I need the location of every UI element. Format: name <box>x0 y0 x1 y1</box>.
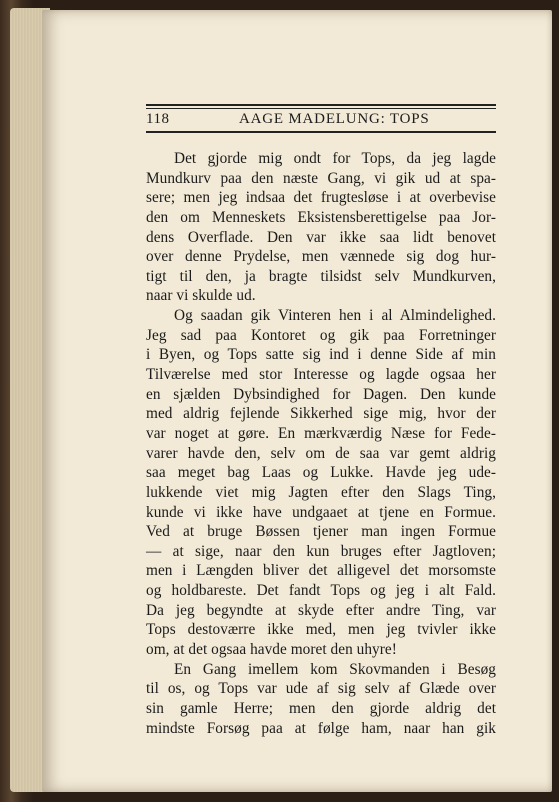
text-line: kunde vi ikke have undgaaet at tjene en Formue. <box>146 503 496 521</box>
text-line: naar vi skulde ud. <box>146 287 256 305</box>
text-line: men i Længden bliver det alligevel det morsomste <box>146 562 496 580</box>
body-text <box>146 149 496 738</box>
header-rule-upper <box>146 104 496 106</box>
text-line: Det gjorde mig ondt for Tops, da jeg lagde <box>174 150 496 167</box>
text-line: i Byen, og Tops satte sig ind i denne Side af min <box>146 346 496 364</box>
text-line: dens Overflade. Den var ikke saa lidt benovet <box>146 228 496 246</box>
text-line: — at sige, naar den kun bruges efter Jagtloven; <box>146 542 496 560</box>
text-line: og holdbareste. Det fandt Tops og jeg i alt Fald. <box>146 582 496 600</box>
running-head: AAGE MADELUNG: TOPS <box>239 111 430 127</box>
text-line: varer havde den, selv om de saa var gemt aldrig <box>146 444 496 462</box>
text-line: Jeg sad paa Kontoret og gik paa Forretninger <box>146 326 496 344</box>
text-line: tigt til den, ja bragte tilsidst selv Mundkurven, <box>146 267 496 285</box>
page-right-shadow <box>552 0 559 802</box>
text-line: til os, og Tops var ude af sig selv af Glæde over <box>146 680 496 698</box>
header-rule-upper-thin <box>146 108 496 109</box>
text-line: sere; men jeg indsaa det frugtesløse i at overbevise <box>146 189 496 207</box>
text-line: over denne Prydelse, men vænnede sig dog hur- <box>146 248 496 266</box>
text-line: med aldrig fejlende Sikkerhed sige mig, hvor der <box>146 405 496 423</box>
text-line: Mundkurv paa den næste Gang, vi gik ud at spa- <box>146 169 496 187</box>
text-line: var noget at gøre. En mærkværdig Næse for Fede- <box>146 424 496 442</box>
text-line: sin gamle Herre; men den gjorde aldrig det <box>146 699 496 717</box>
text-line: den om Menneskets Eksistensberettigelse paa Jor- <box>146 208 496 226</box>
page-header <box>146 111 496 131</box>
text-line: en sjælden Dybsindighed for Dagen. Den kunde <box>146 385 496 403</box>
page-number: 118 <box>146 111 170 127</box>
text-line: om, at det ogsaa havde moret den uhyre! <box>146 641 397 659</box>
text-line: Ved at bruge Bøssen tjener man ingen Formue <box>146 523 496 541</box>
text-line: lukkende viet mig Jagten efter den Slags Ting, <box>146 483 496 501</box>
text-line: Og saadan gik Vinteren hen i al Almindelighed. <box>174 307 496 325</box>
text-line: mindste Forsøg paa at følge ham, naar han gik <box>146 719 496 737</box>
text-line: En Gang imellem kom Skovmanden i Besøg <box>174 660 496 678</box>
header-rule-lower <box>146 131 496 133</box>
text-line: Da jeg begyndte at skyde efter andre Ting, var <box>146 601 496 619</box>
text-line: Tilværelse med stor Interesse og lagde ogsaa her <box>146 366 496 384</box>
text-line: Tops destoværre ikke med, men jeg tvivler ikke <box>146 621 496 639</box>
text-line: saa meget bag Laas og Lukke. Havde jeg ude- <box>146 464 496 482</box>
